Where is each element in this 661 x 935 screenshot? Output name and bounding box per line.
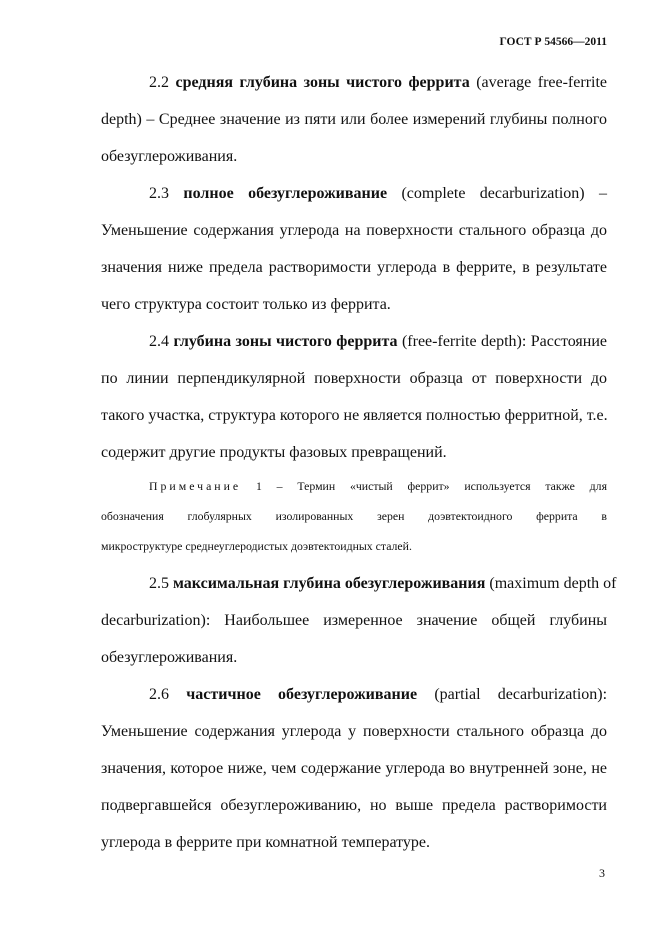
definition-english: decarburization) — [479, 185, 585, 202]
definition-2-5-line-1 — [101, 565, 617, 602]
definition-term: полное — [183, 185, 234, 202]
definition-2-6-line-3: значения, которое ниже, чем содержание углерода во внутренней зоне, не — [101, 760, 607, 777]
definition-english: (maximum depth of — [489, 575, 617, 592]
definition-2-2 — [101, 64, 607, 175]
definition-english: (average free-ferrite — [476, 74, 608, 91]
definition-2-5-line-2: decarburization): Наибольшее измеренное значение общей глубины — [101, 612, 607, 629]
definition-2-6-line-5: углерода в феррите при комнатной температуре. — [101, 834, 431, 851]
definition-2-6 — [101, 676, 607, 861]
note-text: 1 – Термин «чистый феррит» используется также для — [255, 479, 607, 493]
definition-2-3-line-4: чего структура состоит только из феррита. — [101, 296, 391, 313]
definition-term: обезуглероживание — [278, 686, 418, 703]
definition-2-4-line-4: содержит другие продукты фазовых превращений. — [101, 444, 447, 461]
definition-2-6-line-2: Уменьшение содержания углерода у поверхности стального образца до — [101, 723, 607, 740]
note-label: Примечание — [149, 479, 242, 493]
definition-2-6-line-1 — [101, 676, 607, 713]
note-line-3: микроструктуре среднеуглеродистых доэвтектоидных сталей. — [101, 539, 412, 553]
definition-2-3-line-2: Уменьшение содержания углерода на поверхности стального образца до — [101, 222, 607, 239]
definition-term: глубина зоны чистого феррита — [173, 333, 398, 350]
definition-2-6-line-4: подвергавшейся обезуглероживанию, но выше предела растворимости — [101, 797, 607, 814]
definition-number: 2.4 — [149, 333, 169, 350]
page-number: 3 — [599, 866, 605, 880]
document-body — [101, 64, 617, 861]
definition-2-5-line-3: обезуглероживания. — [101, 649, 238, 666]
definition-english: (free-ferrite depth): Расстояние — [401, 333, 608, 350]
definition-english: decarburization): — [497, 686, 608, 703]
definition-2-3-line-3: значения ниже предела растворимости углерода в феррите, в результате — [101, 259, 607, 276]
definition-number: 2.6 — [149, 686, 169, 703]
definition-2-3-line-1 — [101, 175, 607, 212]
definition-term: частичное — [186, 686, 261, 703]
dash: – — [599, 185, 607, 202]
definition-2-4 — [101, 323, 607, 471]
standard-header: ГОСТ Р 54566—2011 — [499, 36, 607, 48]
definition-2-2-line-3: обезуглероживания. — [101, 148, 238, 165]
definition-2-3 — [101, 175, 607, 323]
note-line-1 — [101, 471, 607, 501]
definition-2-2-line-2: depth) – Среднее значение из пяти или более измерений глубины полного — [101, 111, 607, 128]
definition-number: 2.2 — [149, 74, 169, 91]
definition-2-4-line-2: по линии перпендикулярной поверхности образца от поверхности до — [101, 370, 607, 387]
definition-term: максимальная глубина обезуглероживания — [173, 575, 486, 592]
definition-number: 2.5 — [149, 575, 169, 592]
definition-term: обезуглероживание — [248, 185, 388, 202]
definition-term: средняя глубина зоны чистого феррита — [175, 74, 470, 91]
definition-2-2-line-1 — [101, 64, 607, 101]
definition-english: (complete — [401, 185, 466, 202]
definition-number: 2.3 — [149, 185, 169, 202]
note-line-2: обозначения глобулярных изолированных зерен доэвтектоидного феррита в — [101, 509, 607, 523]
note-1 — [101, 471, 607, 561]
definition-2-4-line-1 — [101, 323, 607, 360]
definition-2-5 — [101, 565, 617, 676]
definition-2-4-line-3: такого участка, структура которого не является полностью ферритной, т.е. — [101, 407, 608, 424]
definition-english: (partial — [434, 686, 481, 703]
